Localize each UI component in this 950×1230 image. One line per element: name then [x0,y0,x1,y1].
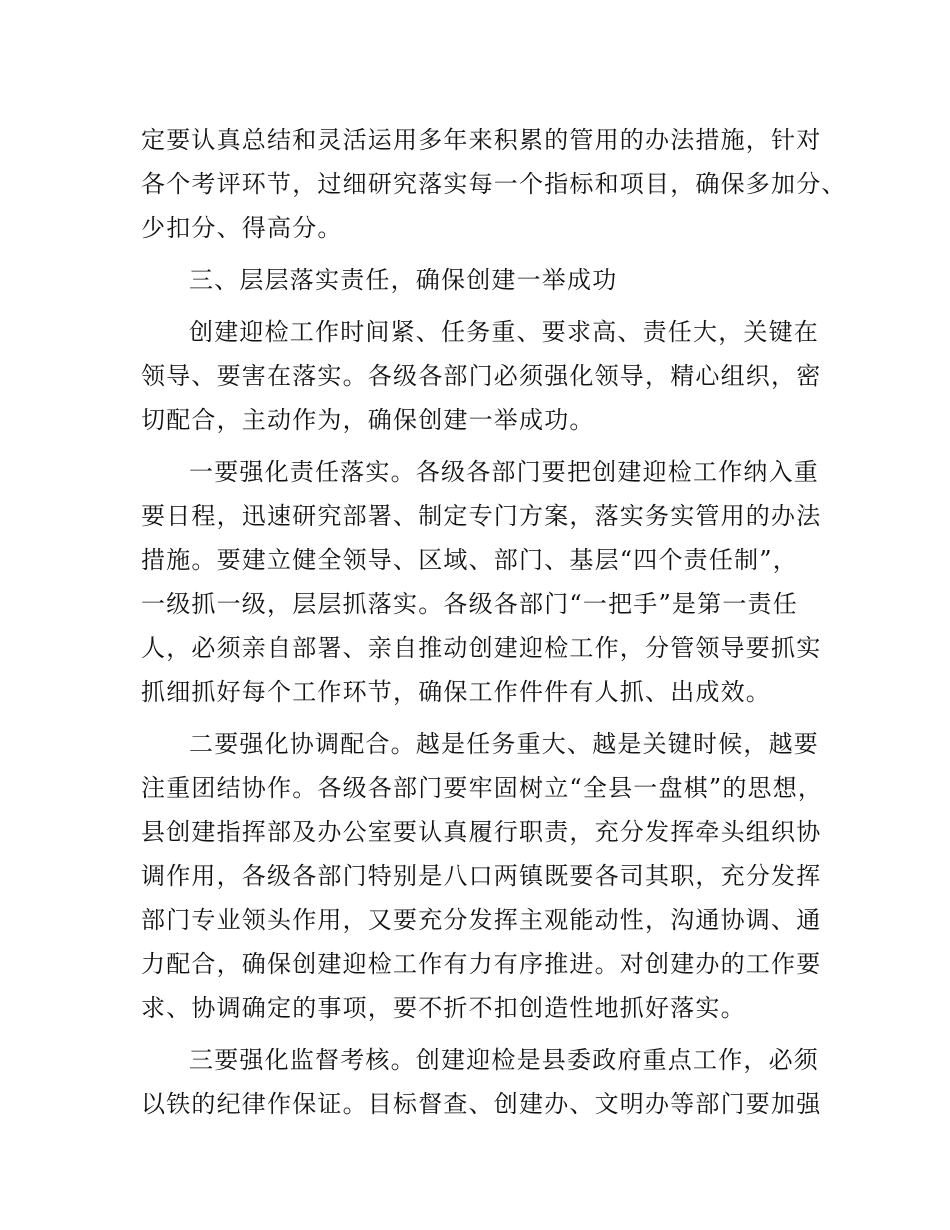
paragraph-continuation [141,118,847,250]
heading-text: 三、层层落实责任，确保创建一举成功 [189,266,618,294]
paragraph-coordination [141,722,823,1030]
text-line: 少扣分、得高分。 [141,214,343,242]
text-line: 措施。要建立健全领导、区域、部门、基层“四个责任制”， [141,546,798,574]
text-line: 抓细抓好每个工作环节，确保工作件件有人抓、出成效。 [141,678,771,706]
text-line: 一级抓一级，层层抓落实。各级各部门“一把手”是第一责任 [141,590,798,618]
text-line: 县创建指挥部及办公室要认真履行职责，充分发挥牵头组织协 [141,818,822,846]
section-heading [141,258,823,302]
text-line: 一要强化责任落实。各级各部门要把创建迎检工作纳入重 [189,458,819,486]
text-line: 创建迎检工作时间紧、任务重、要求高、责任大，关键在 [189,318,819,346]
text-line: 以铁的纪律作保证。目标督查、创建办、文明办等部门要加强 [141,1090,822,1118]
text-line: 注重团结协作。各级各部门要牢固树立“全县一盘棋”的思想， [141,774,824,802]
text-line: 部门专业领头作用，又要充分发挥主观能动性，沟通协调、通 [141,906,822,934]
text-line: 切配合，主动作为，确保创建一举成功。 [141,406,595,434]
paragraph-intro [141,310,823,442]
paragraph-responsibility [141,450,823,714]
text-line: 力配合，确保创建迎检工作有力有序推进。对创建办的工作要 [141,950,822,978]
document-page [141,118,847,1134]
text-line: 求、协调确定的事项，要不折不扣创造性地抓好落实。 [141,994,746,1022]
text-line: 三要强化监督考核。创建迎检是县委政府重点工作，必须 [189,1046,819,1074]
text-line: 调作用，各级各部门特别是八口两镇既要各司其职，充分发挥 [141,862,822,890]
text-line: 领导、要害在落实。各级各部门必须强化领导，精心组织，密 [141,362,822,390]
paragraph-supervision [141,1038,823,1126]
text-line: 各个考评环节，过细研究落实每一个指标和项目，确保多加分、 [141,170,847,198]
text-line: 要日程，迅速研究部署、制定专门方案，落实务实管用的办法 [141,502,822,530]
text-line: 人，必须亲自部署、亲自推动创建迎检工作，分管领导要抓实 [141,634,822,662]
text-line: 二要强化协调配合。越是任务重大、越是关键时候，越要 [189,730,819,758]
text-line: 定要认真总结和灵活运用多年来积累的管用的办法措施，针对 [141,126,822,154]
